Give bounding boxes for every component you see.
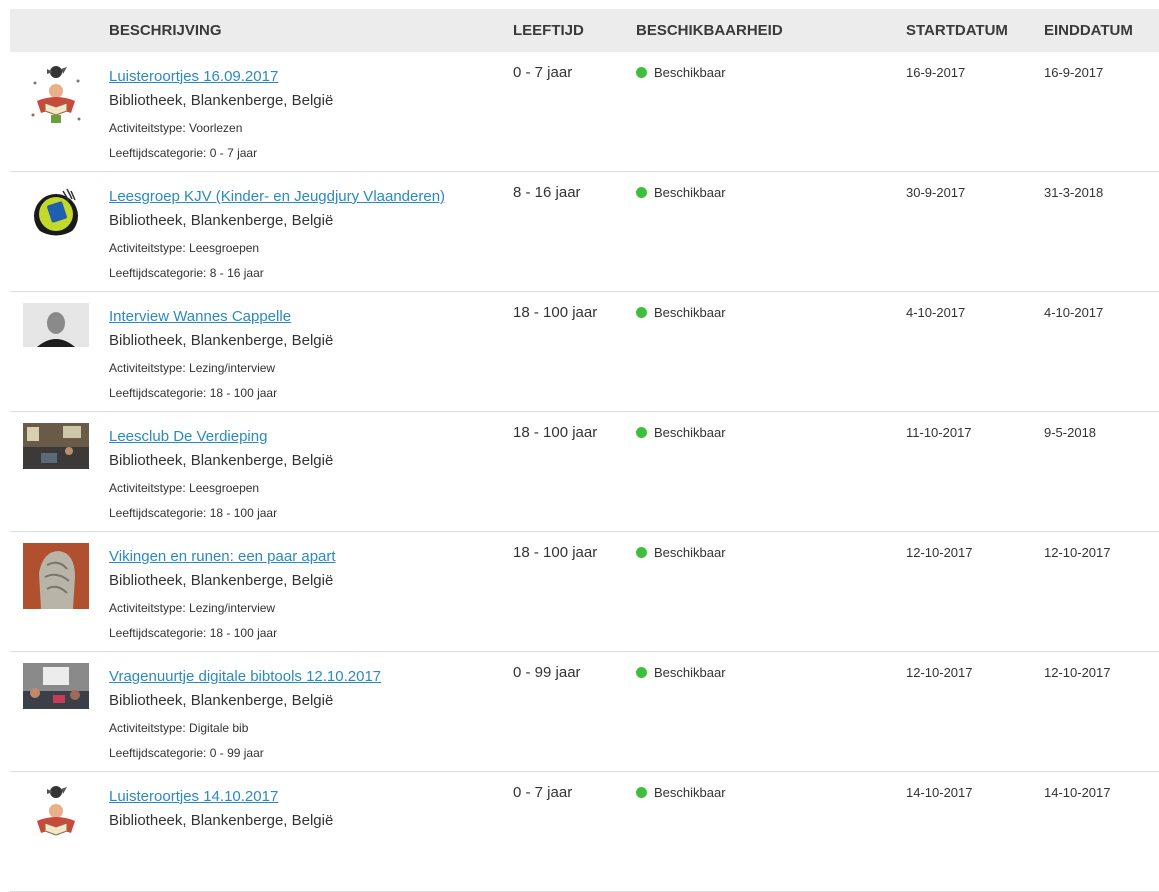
event-age-category: Leeftijdscategorie: 8 - 16 jaar [109, 266, 264, 280]
header-availability[interactable]: BESCHIKBAARHEID [636, 22, 783, 39]
availability-label: Beschikbaar [654, 305, 726, 320]
status-dot-icon [636, 67, 647, 78]
status-dot-icon [636, 187, 647, 198]
availability-label: Beschikbaar [654, 665, 726, 680]
table-row [10, 772, 1159, 892]
event-location: Bibliotheek, Blankenberge, België [109, 452, 334, 469]
table-row [10, 52, 1159, 172]
event-title-link[interactable]: Luisteroortjes 14.10.2017 [109, 788, 279, 805]
event-end-date: 16-9-2017 [1044, 65, 1104, 80]
event-age-category: Leeftijdscategorie: 18 - 100 jaar [109, 626, 278, 640]
status-dot-icon [636, 307, 647, 318]
table-row [10, 652, 1159, 772]
events-table [10, 9, 1159, 892]
status-dot-icon [636, 547, 647, 558]
event-location: Bibliotheek, Blankenberge, België [109, 212, 334, 229]
event-age: 8 - 16 jaar [513, 184, 581, 201]
event-end-date: 31-3-2018 [1044, 185, 1104, 200]
event-title-link[interactable]: Leesgroep KJV (Kinder- en Jeugdjury Vlaanderen) [109, 188, 446, 205]
kjv-logo-thumbnail[interactable] [23, 183, 89, 249]
event-end-date: 9-5-2018 [1044, 425, 1097, 440]
event-age-category: Leeftijdscategorie: 0 - 7 jaar [109, 146, 258, 160]
header-end-date[interactable]: EINDDATUM [1044, 22, 1133, 39]
availability-label: Beschikbaar [654, 785, 726, 800]
event-age: 18 - 100 jaar [513, 424, 598, 441]
availability-status [636, 785, 726, 800]
event-start-date: 12-10-2017 [906, 545, 973, 560]
event-title-link[interactable]: Luisteroortjes 16.09.2017 [109, 68, 279, 85]
header-age[interactable]: LEEFTIJD [513, 22, 584, 39]
availability-label: Beschikbaar [654, 185, 726, 200]
status-dot-icon [636, 427, 647, 438]
event-end-date: 12-10-2017 [1044, 665, 1111, 680]
event-age: 0 - 99 jaar [513, 664, 581, 681]
event-age-category: Leeftijdscategorie: 18 - 100 jaar [109, 386, 278, 400]
event-location: Bibliotheek, Blankenberge, België [109, 692, 334, 709]
reading-illustration-thumbnail[interactable] [23, 63, 89, 129]
availability-status [636, 425, 726, 440]
availability-status [636, 65, 726, 80]
availability-status [636, 185, 726, 200]
status-dot-icon [636, 787, 647, 798]
availability-status [636, 545, 726, 560]
header-description[interactable]: BESCHRIJVING [109, 22, 222, 39]
event-title-link[interactable]: Interview Wannes Cappelle [109, 308, 292, 325]
reading-illustration-thumbnail[interactable] [23, 783, 89, 849]
event-location: Bibliotheek, Blankenberge, België [109, 332, 334, 349]
event-start-date: 30-9-2017 [906, 185, 966, 200]
event-type: Activiteitstype: Leesgroepen [109, 481, 260, 495]
availability-label: Beschikbaar [654, 545, 726, 560]
event-title-link[interactable]: Vikingen en runen: een paar apart [109, 548, 336, 565]
event-age: 18 - 100 jaar [513, 544, 598, 561]
event-location: Bibliotheek, Blankenberge, België [109, 812, 334, 829]
availability-status [636, 305, 726, 320]
event-location: Bibliotheek, Blankenberge, België [109, 572, 334, 589]
event-age-category: Leeftijdscategorie: 18 - 100 jaar [109, 506, 278, 520]
event-age: 18 - 100 jaar [513, 304, 598, 321]
event-age-category: Leeftijdscategorie: 0 - 99 jaar [109, 746, 264, 760]
event-age: 0 - 7 jaar [513, 64, 573, 81]
availability-status [636, 665, 726, 680]
portrait-photo-thumbnail[interactable] [23, 303, 89, 369]
event-start-date: 14-10-2017 [906, 785, 973, 800]
event-start-date: 4-10-2017 [906, 305, 966, 320]
event-title-link[interactable]: Leesclub De Verdieping [109, 428, 268, 445]
status-dot-icon [636, 667, 647, 678]
availability-label: Beschikbaar [654, 65, 726, 80]
event-location: Bibliotheek, Blankenberge, België [109, 92, 334, 109]
availability-label: Beschikbaar [654, 425, 726, 440]
table-row [10, 292, 1159, 412]
event-type: Activiteitstype: Voorlezen [109, 121, 243, 135]
header-start-date[interactable]: STARTDATUM [906, 22, 1008, 39]
event-type: Activiteitstype: Lezing/interview [109, 601, 276, 615]
event-start-date: 11-10-2017 [906, 425, 972, 440]
event-end-date: 12-10-2017 [1044, 545, 1111, 560]
runestone-photo-thumbnail[interactable] [23, 543, 89, 609]
event-end-date: 4-10-2017 [1044, 305, 1104, 320]
event-age: 0 - 7 jaar [513, 784, 573, 801]
classroom-photo-thumbnail[interactable] [23, 663, 89, 729]
table-header [10, 9, 1159, 52]
event-type: Activiteitstype: Lezing/interview [109, 361, 276, 375]
event-title-link[interactable]: Vragenuurtje digitale bibtools 12.10.2017 [109, 668, 382, 685]
event-type: Activiteitstype: Leesgroepen [109, 241, 260, 255]
event-start-date: 16-9-2017 [906, 65, 966, 80]
table-row [10, 412, 1159, 532]
table-row [10, 172, 1159, 292]
event-end-date: 14-10-2017 [1044, 785, 1111, 800]
event-type: Activiteitstype: Digitale bib [109, 721, 249, 735]
room-photo-thumbnail[interactable] [23, 423, 89, 489]
table-row [10, 532, 1159, 652]
event-start-date: 12-10-2017 [906, 665, 973, 680]
